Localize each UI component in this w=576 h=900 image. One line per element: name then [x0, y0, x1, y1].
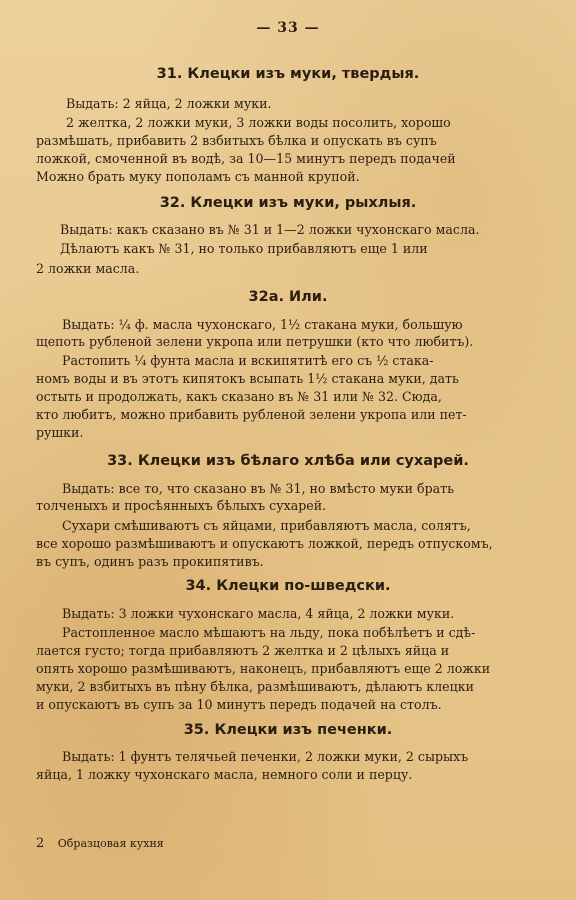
text-line: Выдать: 2 яйца, 2 ложки муки.	[66, 96, 272, 111]
text-line: кто любитъ, можно прибавить рубленой зелени укропа или пет-	[36, 407, 467, 422]
text-line: щепоть рубленой зелени укропа или петрушки (кто что любитъ).	[36, 334, 474, 349]
text-line: номъ воды и въ этотъ кипятокъ всыпать 1½ стакана муки, дать	[36, 371, 459, 386]
section-heading: 35. Клецки изъ печенки.	[183, 722, 393, 738]
page-number: — 33 —	[256, 20, 320, 36]
text-line: Выдать: ¼ ф. масла чухонскаго, 1½ стакана муки, большую	[62, 317, 463, 332]
text-line: и опускаютъ въ супъ за 10 минутъ передъ подачей на столъ.	[36, 697, 442, 712]
section-heading: 32а. Или.	[248, 289, 328, 305]
text-line: опять хорошо размѣшиваютъ, наконецъ, прибавляютъ еще 2 ложки	[36, 661, 491, 676]
text-line: рушки.	[36, 425, 84, 440]
text-line: ложкой, смоченной въ водѣ, за 10—15 минутъ передъ подачей	[36, 151, 456, 166]
signature-mark: 2	[36, 836, 45, 851]
text-line: лается густо; тогда прибавляютъ 2 желтка и 2 цѣлыхъ яйца и	[36, 643, 450, 658]
text-line: Дѣлаютъ какъ № 31, но только прибавляютъ еще 1 или	[60, 241, 428, 256]
text-line: въ супъ, одинъ разъ прокипятивъ.	[36, 554, 264, 569]
text-line: размѣшать, прибавить 2 взбитыхъ бѣлка и опускать въ супъ	[36, 133, 437, 148]
text-line: Растопленное масло мѣшаютъ на льду, пока побѣлѣетъ и сдѣ-	[62, 625, 476, 640]
text-line: яйца, 1 ложку чухонскаго масла, немного соли и перцу.	[36, 767, 413, 782]
text-line: Сухари смѣшиваютъ съ яйцами, прибавляютъ масла, солятъ,	[62, 518, 471, 533]
text-line: остыть и продолжать, какъ сказано въ № 31 или № 32. Сюда,	[36, 389, 442, 404]
text-line: толченыхъ и просѣянныхъ бѣлыхъ сухарей.	[36, 498, 327, 513]
text-line: Выдать: 3 ложки чухонскаго масла, 4 яйца, 2 ложки муки.	[62, 606, 455, 621]
section-heading: 32. Клецки изъ муки, рыхлыя.	[159, 195, 417, 211]
section-heading: 34. Клецки по-шведски.	[185, 578, 391, 594]
text-line: Выдать: какъ сказано въ № 31 и 1—2 ложки чухонскаго масла.	[60, 222, 480, 237]
text-line: Выдать: 1 фунтъ телячьей печенки, 2 ложки муки, 2 сырыхъ	[62, 749, 469, 764]
text-line: 2 ложки масла.	[36, 261, 140, 276]
text-line: муки, 2 взбитыхъ въ пѣну бѣлка, размѣшиваютъ, дѣлаютъ клецки	[36, 679, 474, 694]
text-line: 2 желтка, 2 ложки муки, 3 ложки воды посолить, хорошо	[66, 115, 451, 130]
page-footer	[36, 836, 164, 851]
footer-title: Образцовая кухня	[57, 837, 164, 850]
text-line: Растопить ¼ фунта масла и вскипятитѣ его съ ½ стака-	[62, 353, 434, 368]
section-heading: 31. Клецки изъ муки, твердыя.	[156, 66, 420, 82]
section-heading: 33. Клецки изъ бѣлаго хлѣба или сухарей.	[107, 453, 469, 469]
text-line: Можно брать муку пополамъ съ манной крупой.	[36, 169, 360, 184]
text-line: все хорошо размѣшиваютъ и опускаютъ ложкой, передъ отпускомъ,	[36, 536, 493, 551]
text-line: Выдать: все то, что сказано въ № 31, но вмѣсто муки брать	[62, 481, 455, 496]
